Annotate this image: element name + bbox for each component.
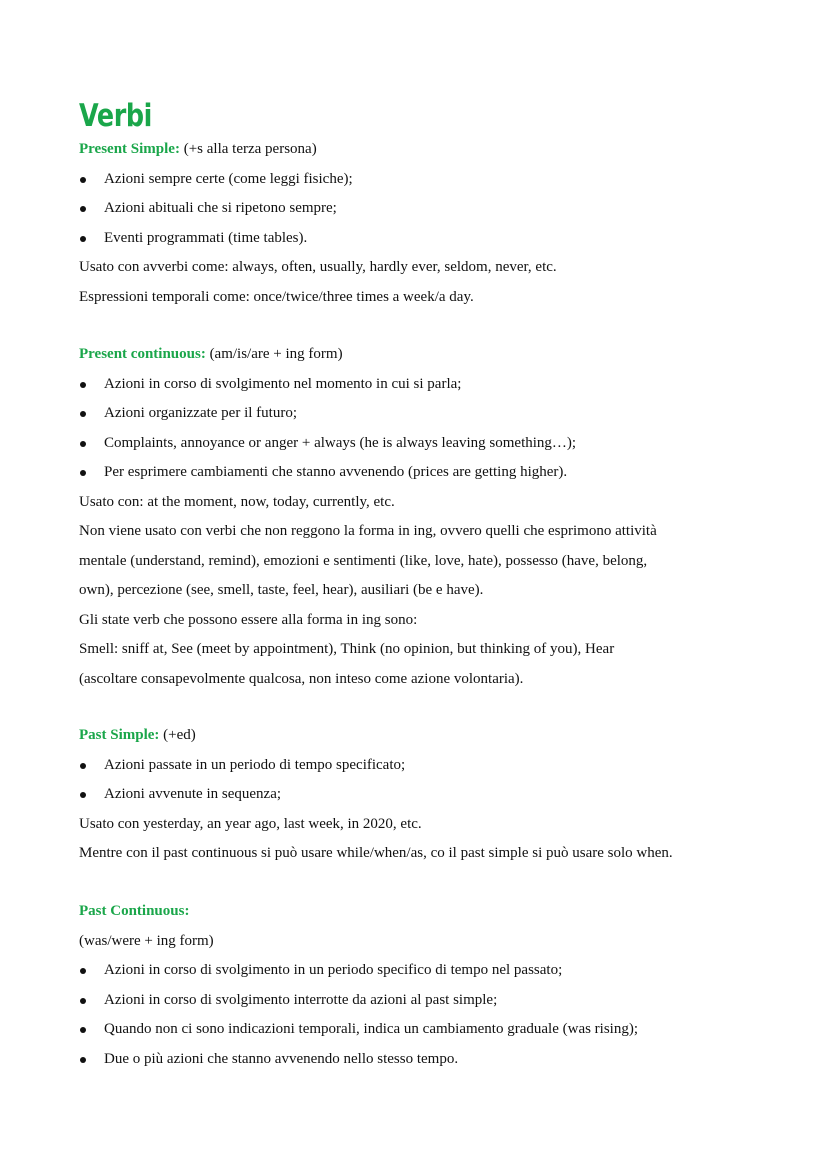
list-item: Azioni avvenute in sequenza; [79, 780, 779, 810]
section-heading [79, 340, 779, 370]
section-note: (am/is/are + ing form) [205, 346, 343, 362]
bullet-icon [80, 236, 86, 242]
list-item: Per esprimere cambiamenti che stanno avvenendo (prices are getting higher). [79, 458, 779, 488]
text-line: Mentre con il past continuous si può usare while/when/as, co il past simple si può usare solo when. [79, 845, 673, 861]
text-line: Usato con: at the moment, now, today, currently, etc. [79, 493, 395, 510]
bullet-icon [80, 382, 86, 388]
section-label: Present continuous: [79, 346, 206, 362]
list-item: Azioni in corso di svolgimento in un periodo specifico di tempo nel passato; [79, 956, 779, 986]
section-label: Past Simple: [79, 727, 160, 743]
text-line: Non viene usato con verbi che non reggono la forma in ing, ovvero quelli che esprimono attività [79, 523, 657, 539]
section-label: Present Simple: [79, 141, 180, 157]
text-line: Usato con avverbi come: always, often, usually, hardly ever, seldom, never, etc. [79, 259, 557, 275]
list-item: Complaints, annoyance or anger + always (he is always leaving something…); [79, 429, 779, 459]
bullet-icon [80, 206, 86, 212]
bullet-icon [80, 177, 86, 183]
list-item: Azioni abituali che si ripetono sempre; [79, 194, 779, 224]
section-present-simple [79, 135, 779, 312]
bullet-icon [80, 1057, 86, 1063]
section-heading [79, 897, 779, 927]
bullet-icon [80, 1027, 86, 1033]
bullet-icon [80, 411, 86, 417]
bullet-list [79, 956, 779, 1074]
list-item: Quando non ci sono indicazioni temporali, indica un cambiamento graduale (was rising); [79, 1015, 779, 1045]
text-line: Usato con yesterday, an year ago, last week, in 2020, etc. [79, 815, 422, 832]
list-item: Azioni passate in un periodo di tempo specificato; [79, 751, 779, 781]
bullet-icon [80, 968, 86, 974]
list-item: Azioni sempre certe (come leggi fisiche); [79, 165, 779, 195]
list-item: Azioni in corso di svolgimento interrotte da azioni al past simple; [79, 986, 779, 1016]
list-item: Azioni in corso di svolgimento nel momento in cui si parla; [79, 370, 779, 400]
section-note: (+ed) [159, 727, 196, 743]
section-heading [79, 135, 779, 165]
section-past-simple [79, 721, 779, 869]
bullet-icon [80, 763, 86, 769]
text-line: own), percezione (see, smell, taste, feel, hear), ausiliari (be e have). [79, 582, 484, 598]
text-line: Smell: sniff at, See (meet by appointment), Think (no opinion, but thinking of you), Hear [79, 641, 615, 657]
bullet-icon [80, 998, 86, 1004]
section-heading [79, 721, 779, 751]
section-note: (was/were + ing form) [79, 932, 214, 949]
bullet-icon [80, 470, 86, 476]
text-line: (ascoltare consapevolmente qualcosa, non inteso come azione volontaria). [79, 670, 524, 687]
bullet-list [79, 751, 779, 810]
bullet-icon [80, 441, 86, 447]
section-note: (+s alla terza persona) [179, 141, 317, 157]
bullet-list [79, 165, 779, 254]
bullet-list [79, 370, 779, 488]
section-label: Past Continuous: [79, 903, 190, 919]
text-line: Gli state verb che possono essere alla forma in ing sono: [79, 611, 418, 628]
section-past-continuous [79, 897, 779, 1074]
section-present-continuous [79, 340, 779, 694]
list-item: Due o più azioni che stanno avvenendo nello stesso tempo. [79, 1045, 779, 1075]
bullet-icon [80, 792, 86, 798]
text-line: Espressioni temporali come: once/twice/three times a week/a day. [79, 288, 474, 305]
list-item: Eventi programmati (time tables). [79, 224, 779, 254]
list-item: Azioni organizzate per il futuro; [79, 399, 779, 429]
page-title: Verbi [79, 98, 152, 134]
text-line: mentale (understand, remind), emozioni e sentimenti (like, love, hate), possesso (have, belong, [79, 552, 648, 569]
